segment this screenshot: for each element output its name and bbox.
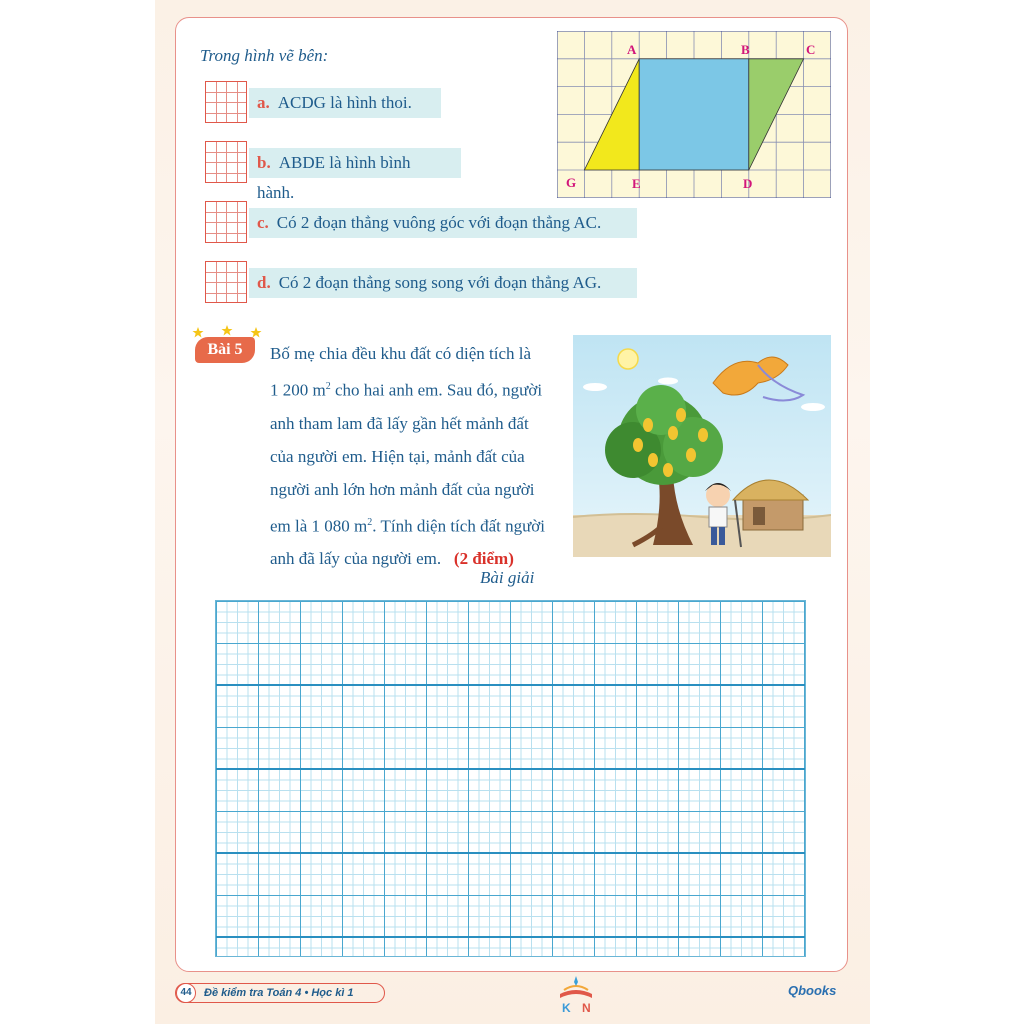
intro-text: Trong hình vẽ bên: [200,46,329,65]
kn-logo-icon [556,972,596,1016]
qbooks-logo: Qbooks [788,983,837,998]
solution-label: Bài giải [480,568,535,587]
option-d-text: Có 2 đoạn thẳng song song với đoạn thẳng AG. [278,273,602,292]
answer-box-c[interactable] [205,201,247,243]
answer-box-a[interactable] [205,81,247,123]
problem-line-2: 1 200 $m^2$ cho hai anh em. Sau đó, người [270,380,543,400]
geometry-figure [557,31,831,198]
option-a-text: ACDG là hình thoi. [277,93,412,112]
points-label: (2 điểm) [453,549,514,569]
answer-grid[interactable] [215,600,806,957]
option-c-text: Có 2 đoạn thẳng vuông góc với đoạn thẳng AC. [276,213,602,232]
problem-line-5: người anh lớn hơn mảnh đất của người [270,479,535,499]
grid-guide-line [216,684,805,686]
page-number: 44 [176,983,196,1003]
option-d [249,268,637,298]
option-b-text: ABDE là hình bình hành. [257,153,411,202]
label-B: B [741,42,750,57]
option-a-letter: a. [257,93,270,112]
problem-line-3: anh tham lam đã lấy gần hết mảnh đất [270,413,529,433]
grid-guide-line [216,768,805,770]
answer-box-b[interactable] [205,141,247,183]
answer-box-d[interactable] [205,261,247,303]
option-c-letter: c. [257,213,269,232]
exercise-badge: Bài 5 [195,337,255,363]
kn-logo-k: K [562,1001,571,1015]
problem-line-4: của người em. Hiện tại, mảnh đất của [270,446,525,466]
label-A: A [627,42,637,57]
problem-line-6: em là 1 080 $m^2$. Tính diện tích đất người [270,516,546,536]
grid-guide-line [216,936,805,938]
option-b-letter: b. [257,153,271,172]
option-b [249,148,461,202]
label-E: E [632,176,641,191]
footer-title-bar [175,983,385,1003]
option-d-letter: d. [257,273,271,292]
grid-guide-line [216,852,805,854]
problem-line-1: Bố mẹ chia đều khu đất có diện tích là [270,344,532,363]
problem-text [270,337,560,575]
label-D: D [743,176,753,191]
blue-rectangle [639,59,749,170]
option-a [249,88,441,118]
label-G: G [566,175,577,190]
story-illustration [573,335,831,557]
label-C: C [806,42,816,57]
problem-line-7: anh đã lấy của người em. (2 điểm) [270,549,514,569]
footer-title: Đề kiểm tra Toán 4 • Học kì 1 [204,987,354,999]
option-c [249,208,637,238]
kn-logo-n: N [582,1001,591,1015]
